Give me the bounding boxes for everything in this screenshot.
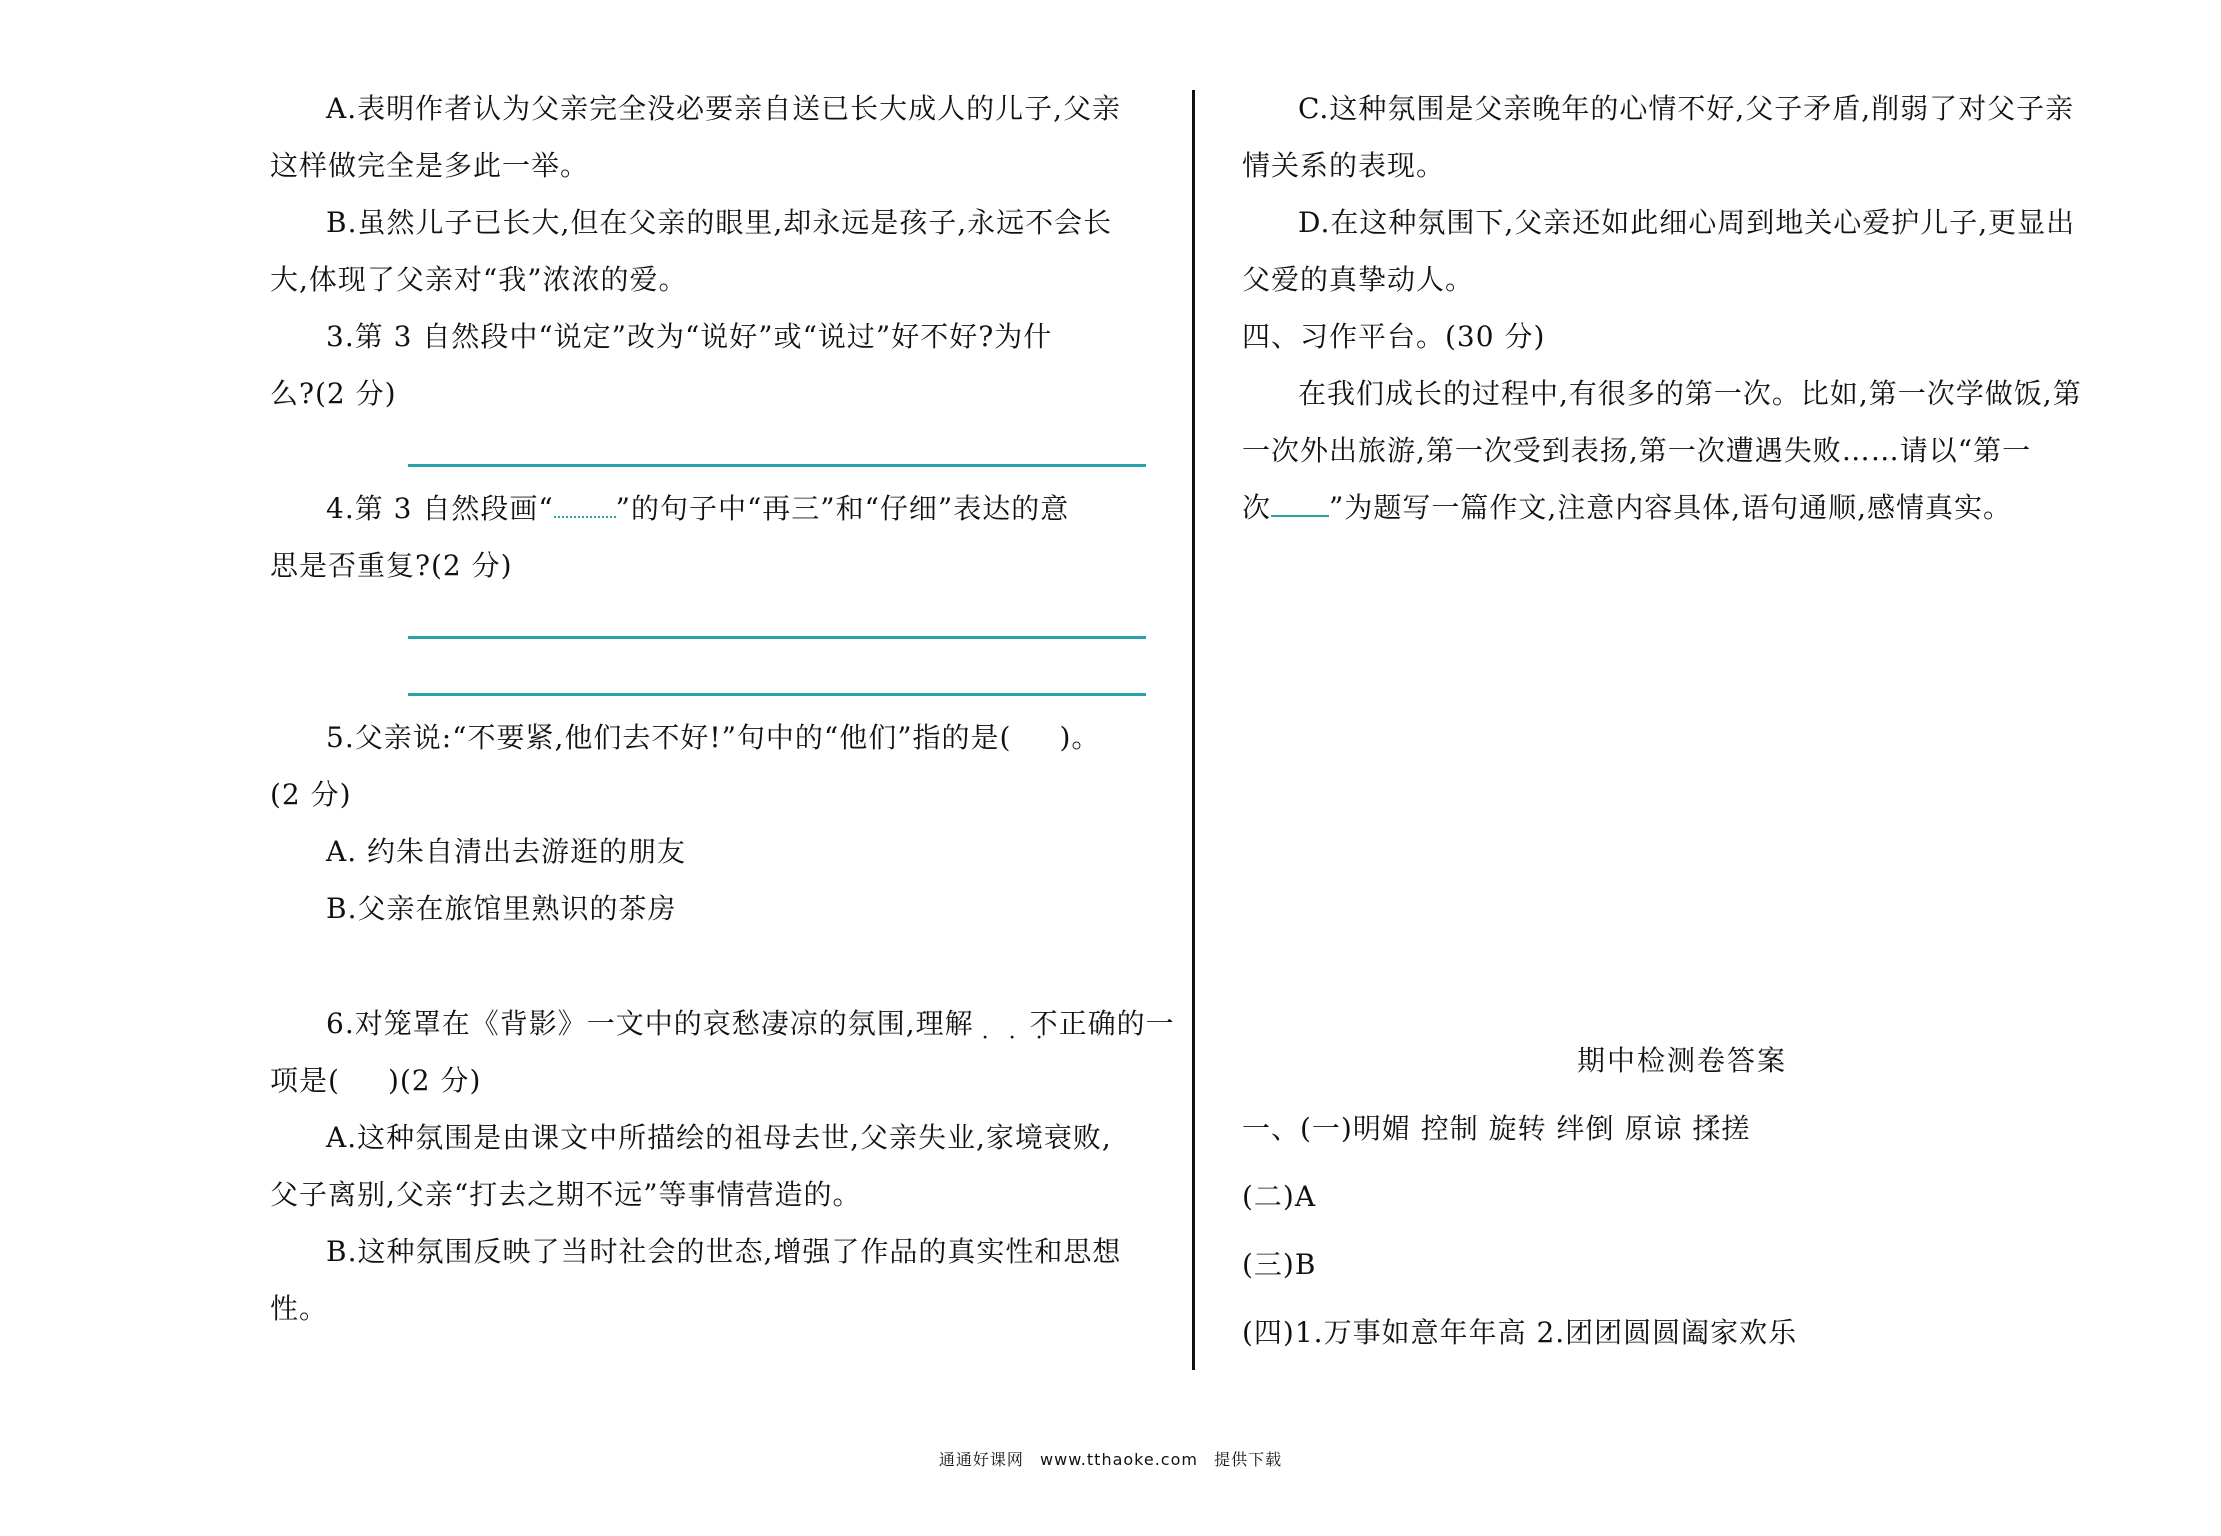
question-4-line2: 思是否重复?(2 分) — [270, 549, 513, 582]
essay-prompt-line3: 次 ”为题写一篇作文,注意内容具体,语句通顺,感情真实。 — [1242, 491, 2013, 524]
question-6-option-a-line2: 父子离别,父亲“打去之期不远”等事情营造的。 — [270, 1178, 862, 1211]
question-6-line1: 6.对笼罩在《背影》一文中的哀愁凄凉的氛围,理解 不正确 ··· 的一 — [270, 995, 1175, 1052]
question-6-option-a-line1: A.这种氛围是由课文中所描绘的祖母去世,父亲失业,家境衰败, — [326, 1121, 1112, 1154]
option-a-line2: 这样做完全是多此一举。 — [270, 149, 590, 182]
page-footer — [0, 1447, 2221, 1470]
question-6-option-b-line1: B.这种氛围反映了当时社会的世态,增强了作品的真实性和思想 — [326, 1235, 1122, 1268]
question-3-line2: 么?(2 分) — [270, 377, 397, 410]
question-5-option-b: B.父亲在旅馆里熟识的茶房 — [326, 892, 677, 925]
essay-prompt-line2: 一次外出旅游,第一次受到表扬,第一次遭遇失败……请以“第一 — [1242, 434, 2032, 467]
answer-line-3: (三)B — [1242, 1248, 1317, 1281]
footer-note: 提供下载 — [1214, 1450, 1283, 1469]
question-6-line2: 项是( )(2 分) — [270, 1064, 482, 1097]
option-b-line1: B.虽然儿子已长大,但在父亲的眼里,却永远是孩子,永远不会长 — [326, 206, 1113, 239]
question-5-score: (2 分) — [270, 778, 352, 811]
answer-line-q3[interactable] — [408, 464, 1146, 467]
title-blank[interactable] — [1271, 491, 1329, 517]
question-5-option-a: A. 约朱自清出去游逛的朋友 — [326, 835, 687, 868]
answer-line-1: 一、(一)明媚 控制 旋转 绊倒 原谅 揉搓 — [1242, 1112, 1751, 1145]
question-6-option-b-line2: 性。 — [270, 1292, 329, 1325]
answer-line-2: (二)A — [1242, 1180, 1317, 1213]
question-6-option-c-line2: 情关系的表现。 — [1242, 149, 1446, 182]
column-divider — [1192, 90, 1195, 1370]
question-4-line1: 4.第 3 自然段画“ ”的句子中“再三”和“仔细”表达的意 — [326, 492, 1070, 525]
essay-prompt-line1: 在我们成长的过程中,有很多的第一次。比如,第一次学做饭,第 — [1298, 377, 2082, 410]
question-5-line1: 5.父亲说:“不要紧,他们去不好!”句中的“他们”指的是( )。 — [326, 721, 1101, 754]
emphasis-dots: ··· — [981, 1026, 1063, 1051]
question-6-option-d-line1: D.在这种氛围下,父亲还如此细心周到地关心爱护儿子,更显出 — [1298, 206, 2076, 239]
option-b-line2: 大,体现了父亲对“我”浓浓的爱。 — [270, 263, 688, 296]
answer-key-title: 期中检测卷答案 — [1576, 1044, 1787, 1077]
answer-line-q4-2[interactable] — [408, 693, 1146, 696]
wavy-blank — [554, 492, 616, 518]
question-6-option-c-line1: C.这种氛围是父亲晚年的心情不好,父子矛盾,削弱了对父子亲 — [1298, 92, 2075, 125]
emphasis-not-correct: 不正确 ··· — [974, 995, 1117, 1052]
footer-url[interactable]: www.tthaoke.com — [1040, 1450, 1198, 1469]
option-a-line1: A.表明作者认为父亲完全没必要亲自送已长大成人的儿子,父亲 — [326, 92, 1122, 125]
answer-line-q4-1[interactable] — [408, 636, 1146, 639]
question-3-line1: 3.第 3 自然段中“说定”改为“说好”或“说过”好不好?为什 — [326, 320, 1053, 353]
footer-site-name: 通通好课网 — [938, 1450, 1024, 1469]
answer-line-4: (四)1.万事如意年年高 2.团团圆圆阖家欢乐 — [1242, 1316, 1798, 1349]
question-6-option-d-line2: 父爱的真挚动人。 — [1242, 263, 1475, 296]
section-4-heading: 四、习作平台。(30 分) — [1242, 320, 1546, 353]
